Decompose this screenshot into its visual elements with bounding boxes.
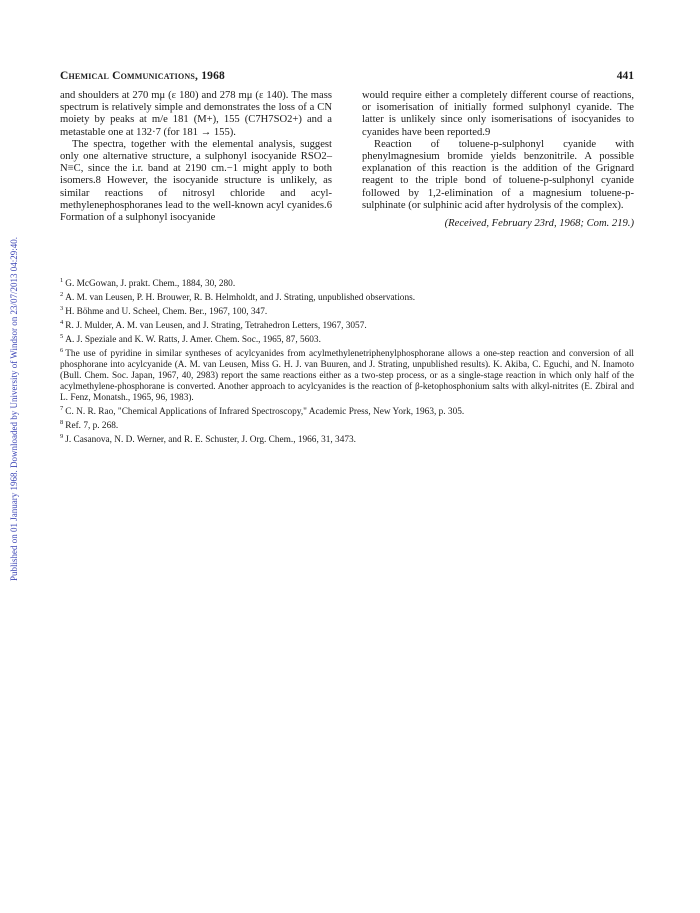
reference-item: $^9$ J. Casanova, N. D. Werner, and R. E. Schuster, J. Org. Chem., 1966, 31, 3473. — [60, 432, 356, 445]
left-paragraph-2: The spectra, together with the elemental analysis, suggest only one alternative structure, a sulphonyl isocyanide RSO2–N≡C, since the i.r. band at 2190 cm.−1 might apply to both isomers.8 However, the isocyanide structure is unlikely, as similar reactions of nitrosyl chloride and acyl-methylenephosphoranes lead to the well-known acyl cyanides.6 Formation of a sulphonyl isocyanide — [60, 138, 332, 224]
reference-item: $^8$ Ref. 7, p. 268. — [60, 418, 119, 431]
page-header — [60, 70, 634, 86]
reference-item: $^7$ C. N. R. Rao, "Chemical Applications of Infrared Spectroscopy," Academic Press, New York, 1963, p. 305. — [60, 404, 465, 417]
reference-item: $^4$ R. J. Mulder, A. M. van Leusen, and J. Strating, Tetrahedron Letters, 1967, 3057. — [60, 319, 367, 332]
references-list — [60, 276, 634, 446]
reference-item: $^1$ G. McGowan, J. prakt. Chem., 1884, 30, 280. — [60, 277, 236, 290]
right-paragraph-1: would require either a completely different course of reactions, or isomerisation of initially formed sulphonyl cyanide. The latter is unlikely since only isomerisations of isocyanides to cyanides have been reported.9 — [362, 90, 634, 138]
reference-item: $^6$ The use of pyridine in similar syntheses of acylcyanides from acylmethylenetriphenylphosphorane allows a one-step reaction and conversion of all phosphorane into acylcyanide (A. M. van Leusen, Miss G. H. J. van Buuren, and J. Strating, unpublished results). K. Akiba, C. Eguchi, and N. Inamoto (Bull. Chem. Soc. Japan, 1967, 40, 2983) report the same reactions either as a two-step process, or as a single-stage reaction in which only half of the acylmethylene-phosphorane is converted. Another approach to acylcyanides is the reaction of β-ketophosphonium salts with alkyl-nitrites (E. Zbiral and L. Fenz, Monatsh., 1965, 96, 1983). — [60, 347, 634, 403]
left-column — [60, 90, 332, 224]
reference-item: $^5$ A. J. Speziale and K. W. Ratts, J. Amer. Chem. Soc., 1965, 87, 5603. — [60, 333, 321, 346]
page-number: 441 — [616, 70, 634, 82]
right-column — [362, 90, 634, 230]
journal-title: Chemical Communications, 1968 — [60, 70, 225, 82]
reference-item: $^2$ A. M. van Leusen, P. H. Brouwer, R. B. Helmholdt, and J. Strating, unpublished observations. — [60, 291, 416, 304]
reference-item: $^3$ H. Böhme and U. Scheel, Chem. Ber., 1967, 100, 347. — [60, 305, 268, 318]
left-paragraph-1: and shoulders at 270 mμ (ε 180) and 278 mμ (ε 140). The mass spectrum is relatively simple and demonstrates the loss of a CN moiety by peaks at m/e 181 (M+), 155 (C7H7SO2+) and a metastable one at 132·7 (for 181 → 155). — [60, 90, 332, 138]
received-note: (Received, February 23rd, 1968; Com. 219.) — [444, 218, 634, 230]
right-paragraph-2: Reaction of toluene-p-sulphonyl cyanide with phenylmagnesium bromide yields benzonitrile. A possible explanation of this reaction is the addition of the Grignard reagent to the triple bond of toluene-p-sulphonyl cyanide followed by 1,2-elimination of a magnesium toluene-p-sulphinate (or sulphinic acid after hydrolysis of the complex). — [362, 138, 634, 211]
download-watermark: Published on 01 January 1968. Downloaded by University of Windsor on 23/07/2013 04:29:40. — [9, 237, 19, 581]
